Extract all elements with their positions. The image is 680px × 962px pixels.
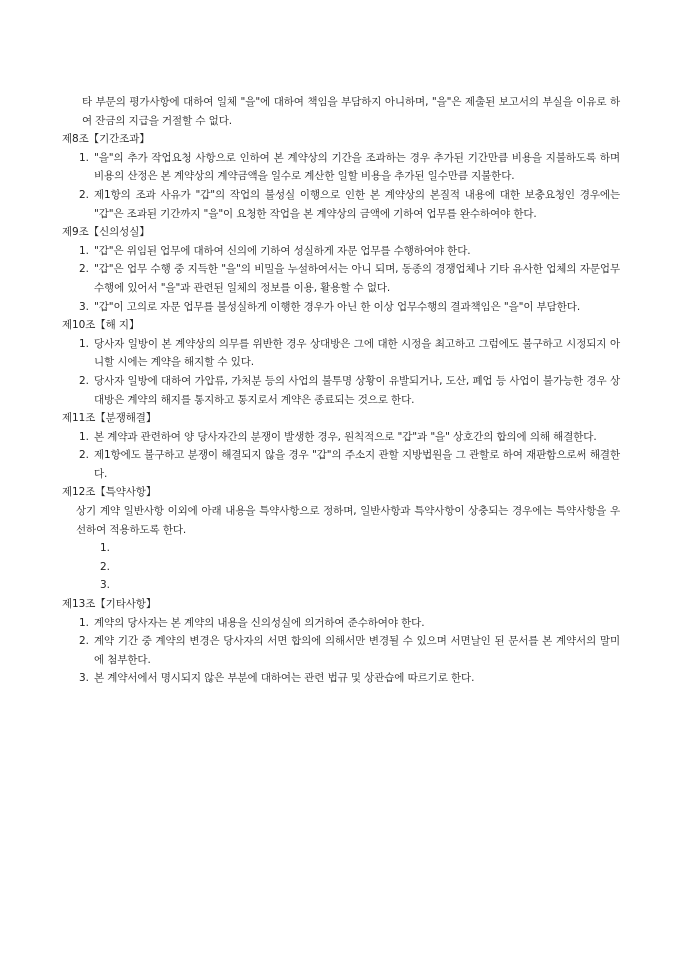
item-number: 3. <box>100 579 110 592</box>
article-items <box>62 242 620 316</box>
item-number: 3. <box>79 672 89 685</box>
item-text: 당사자 일방에 대하여 가압류, 가처분 등의 사업의 불투명 상황이 유발되거나, 도산, 폐업 등 사업이 불가능한 경우 상대방은 계약의 해지를 통지하고 통지로서 계약은 종료되는 것으로 한다. <box>94 374 620 406</box>
item-text: 계약 기간 중 계약의 변경은 당사자의 서면 합의에 의해서만 변경될 수 있으며 서면날인 된 문서를 본 계약서의 말미에 첨부한다. <box>94 635 620 666</box>
special-terms-list <box>62 539 620 595</box>
list-item <box>62 446 620 483</box>
item-text: 본 계약과 관련하여 양 당사자간의 분쟁이 발생한 경우, 원칙적으로 "갑"과 "을" 상호간의 합의에 의해 해결한다. <box>94 430 597 443</box>
item-number: 2. <box>79 374 89 387</box>
item-number: 1. <box>79 151 89 164</box>
article-title: 제10조【해 지】 <box>62 319 140 332</box>
item-number: 1. <box>79 616 89 629</box>
article-title: 제8조【기간조과】 <box>62 133 150 146</box>
item-number: 1. <box>79 337 89 350</box>
list-item <box>62 558 620 577</box>
article-8 <box>62 130 620 223</box>
article-12 <box>62 483 620 595</box>
article-title: 제11조【분쟁해결】 <box>62 412 157 425</box>
article-11 <box>62 409 620 483</box>
item-number: 3. <box>79 300 89 313</box>
article-10 <box>62 316 620 409</box>
list-item <box>62 669 620 688</box>
list-item <box>62 632 620 669</box>
item-text: 제1항의 조과 사유가 "갑"의 작업의 불성실 이행으로 인한 본 계약상의 본질적 내용에 대한 보충요청인 경우에는 "갑"은 조과된 기간까지 "을"이 요청한 작업을 본 계약상의 금액에 기하여 업무를 완수하여야 한다. <box>94 188 620 220</box>
list-item <box>62 186 620 223</box>
item-number: 1. <box>79 244 89 257</box>
list-item <box>62 539 620 558</box>
list-item <box>62 298 620 317</box>
item-text: 계약의 당사자는 본 계약의 내용을 신의성실에 의거하여 준수하여야 한다. <box>94 616 425 629</box>
article-paragraph: 상기 계약 일반사항 이외에 아래 내용을 특약사항으로 정하며, 일반사항과 특약사항이 상충되는 경우에는 특약사항을 우선하여 적용하도록 한다. <box>76 505 620 536</box>
list-item <box>62 614 620 633</box>
item-text: "갑"이 고의로 자문 업무를 불성실하게 이행한 경우가 아닌 한 이상 업무수행의 결과책임은 "을"이 부담한다. <box>94 300 581 313</box>
article-items <box>62 428 620 484</box>
item-text: 당사자 일방이 본 계약상의 의무를 위반한 경우 상대방은 그에 대한 시정을 최고하고 그럼에도 불구하고 시정되지 아니할 시에는 계약을 해지할 수 있다. <box>94 337 620 369</box>
item-number: 2. <box>79 635 89 648</box>
list-item <box>62 260 620 297</box>
list-item <box>62 428 620 447</box>
article-items <box>62 335 620 409</box>
article-13 <box>62 595 620 688</box>
continuation-paragraph: 타 부문의 평가사항에 대하여 일체 "을"에 대하여 책임을 부담하지 아니하며, "을"은 제출된 보고서의 부실을 이유로 하여 잔금의 지급을 거절할 수 없다. <box>82 96 620 127</box>
article-items <box>62 614 620 688</box>
item-text: "갑"은 위임된 업무에 대하여 신의에 기하여 성실하게 자문 업무를 수행하여야 한다. <box>94 244 471 257</box>
article-9 <box>62 223 620 316</box>
item-number: 1. <box>100 542 110 555</box>
item-number: 2. <box>100 560 110 573</box>
item-text: 본 계약서에서 명시되지 않은 부분에 대하여는 관련 법규 및 상관습에 따르기로 한다. <box>94 672 475 685</box>
article-title: 제9조【신의성실】 <box>62 226 150 239</box>
item-number: 2. <box>79 188 89 201</box>
list-item <box>62 576 620 595</box>
list-item <box>62 335 620 372</box>
list-item <box>62 149 620 186</box>
article-title: 제13조【기타사항】 <box>62 598 157 611</box>
article-title: 제12조【특약사항】 <box>62 486 157 499</box>
item-text: "을"의 추가 작업요청 사항으로 인하여 본 계약상의 기간을 조과하는 경우 추가된 기간만큼 비용을 지불하도록 하며 비용의 산정은 본 계약상의 계약금액을 일수로 계산한 일할 비용을 추가된 일수만큼 지불한다. <box>94 151 620 183</box>
item-number: 1. <box>79 430 89 443</box>
item-text: "갑"은 업무 수행 중 지득한 "을"의 비밀을 누설하여서는 아니 되며, 동종의 경쟁업체나 기타 유사한 업체의 자문업무 수행에 있어서 "을"과 관련된 일체의 정보를 이용, 활용할 수 없다. <box>94 263 620 294</box>
list-item <box>62 242 620 261</box>
article-items <box>62 149 620 223</box>
item-number: 2. <box>79 263 89 276</box>
item-text: 제1항에도 불구하고 분쟁이 해결되지 않을 경우 "갑"의 주소지 관할 지방법원을 그 관할로 하여 재판함으로써 해결한다. <box>94 449 620 480</box>
item-number: 2. <box>79 449 89 462</box>
list-item <box>62 372 620 409</box>
